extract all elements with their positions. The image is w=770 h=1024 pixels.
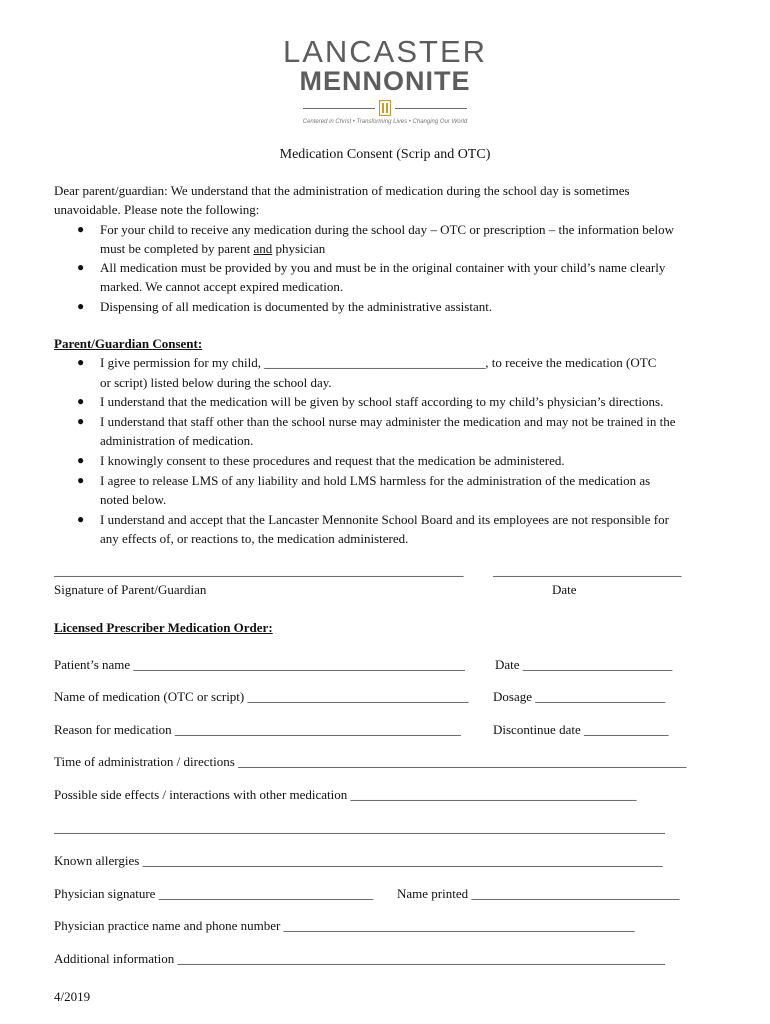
consent-heading: Parent/Guardian Consent:	[54, 336, 203, 351]
parent-date-label: Date	[552, 582, 577, 597]
side-effects-field[interactable]: Possible side effects / interactions with other medication ____________________________________________	[54, 787, 637, 802]
note-2-line-1: All medication must be provided by you and must be in the original container with your child’s name clearly	[100, 260, 666, 275]
logo-emblem-icon	[379, 100, 391, 116]
bullet-icon: ●	[77, 260, 85, 274]
medication-name-field[interactable]: Name of medication (OTC or script) __________________________________	[54, 689, 469, 704]
note-2-line-2: marked. We cannot accept expired medication.	[100, 279, 344, 294]
intro-line-1: Dear parent/guardian: We understand that the administration of medication during the school day is sometimes	[54, 183, 630, 198]
parent-signature-label: Signature of Parent/Guardian	[54, 582, 207, 597]
consent-5-line-1: I agree to release LMS of any liability and hold LMS harmless for the administration of the medication as	[100, 473, 651, 488]
logo-line-2: MENNONITE	[299, 66, 471, 96]
consent-3-line-1: I understand that staff other than the school nurse may administer the medication and may not be trained in the	[100, 414, 676, 429]
administration-directions-field[interactable]: Time of administration / directions _____________________________________________________________________	[54, 754, 687, 769]
bullet-icon: ●	[77, 512, 85, 526]
patient-name-field[interactable]: Patient’s name ___________________________________________________	[54, 657, 465, 672]
discontinue-date-field[interactable]: Discontinue date _____________	[493, 722, 669, 737]
school-logo	[0, 36, 770, 125]
prescriber-heading: Licensed Prescriber Medication Order:	[54, 620, 273, 635]
revision-date: 4/2019	[54, 989, 91, 1004]
note-3-line-1: Dispensing of all medication is documented by the administrative assistant.	[100, 299, 493, 314]
bullet-icon: ●	[77, 394, 85, 408]
logo-tagline: Centered in Christ • Transforming Lives • Changing Our World	[302, 119, 468, 125]
note-1-text-b: physician	[272, 241, 326, 256]
form-title: Medication Consent (Scrip and OTC)	[279, 147, 491, 162]
bullet-icon: ●	[77, 299, 85, 313]
parent-date-line[interactable]: _____________________________	[493, 563, 682, 578]
bullet-icon: ●	[77, 355, 85, 369]
logo-line-1: LANCASTER	[282, 34, 488, 69]
consent-1-line-2: or script) listed below during the school day.	[100, 375, 332, 390]
note-1-line-2	[100, 241, 325, 257]
side-effects-continuation-line[interactable]: ______________________________________________________________________________________________	[54, 820, 665, 835]
consent-6-line-2: any effects of, or reactions to, the medication administered.	[100, 531, 409, 546]
reason-field[interactable]: Reason for medication ____________________________________________	[54, 722, 461, 737]
dosage-field[interactable]: Dosage ____________________	[493, 689, 666, 704]
consent-5-line-2: noted below.	[100, 492, 167, 507]
bullet-icon: ●	[77, 453, 85, 467]
bullet-icon: ●	[77, 473, 85, 487]
name-printed-field[interactable]: Name printed ________________________________	[397, 886, 680, 901]
consent-1-line-1: I give permission for my child, __________________________________, to receive the medication (OTC	[100, 355, 657, 370]
note-1-and: and	[253, 241, 273, 256]
note-1-line-1: For your child to receive any medication during the school day – OTC or prescription – the information below	[100, 222, 675, 237]
intro-line-2: unavoidable. Please note the following:	[54, 202, 260, 217]
bullet-icon: ●	[77, 414, 85, 428]
known-allergies-field[interactable]: Known allergies ________________________________________________________________________________	[54, 853, 663, 868]
parent-signature-line[interactable]: _______________________________________________________________	[54, 563, 464, 578]
logo-rule	[0, 100, 770, 116]
note-1-text-a: must be completed by parent	[100, 241, 254, 256]
bullet-icon: ●	[77, 222, 85, 236]
physician-signature-field[interactable]: Physician signature _________________________________	[54, 886, 374, 901]
consent-3-line-2: administration of medication.	[100, 433, 254, 448]
additional-information-field[interactable]: Additional information ___________________________________________________________________________	[54, 951, 665, 966]
physician-practice-field[interactable]: Physician practice name and phone number ______________________________________________________	[54, 918, 635, 933]
consent-2-line-1: I understand that the medication will be given by school staff according to my child’s physician’s directions.	[100, 394, 664, 409]
consent-4-line-1: I knowingly consent to these procedures and request that the medication be administered.	[100, 453, 565, 468]
consent-6-line-1: I understand and accept that the Lancaster Mennonite School Board and its employees are not responsible for	[100, 512, 669, 527]
patient-date-field[interactable]: Date _______________________	[495, 657, 673, 672]
